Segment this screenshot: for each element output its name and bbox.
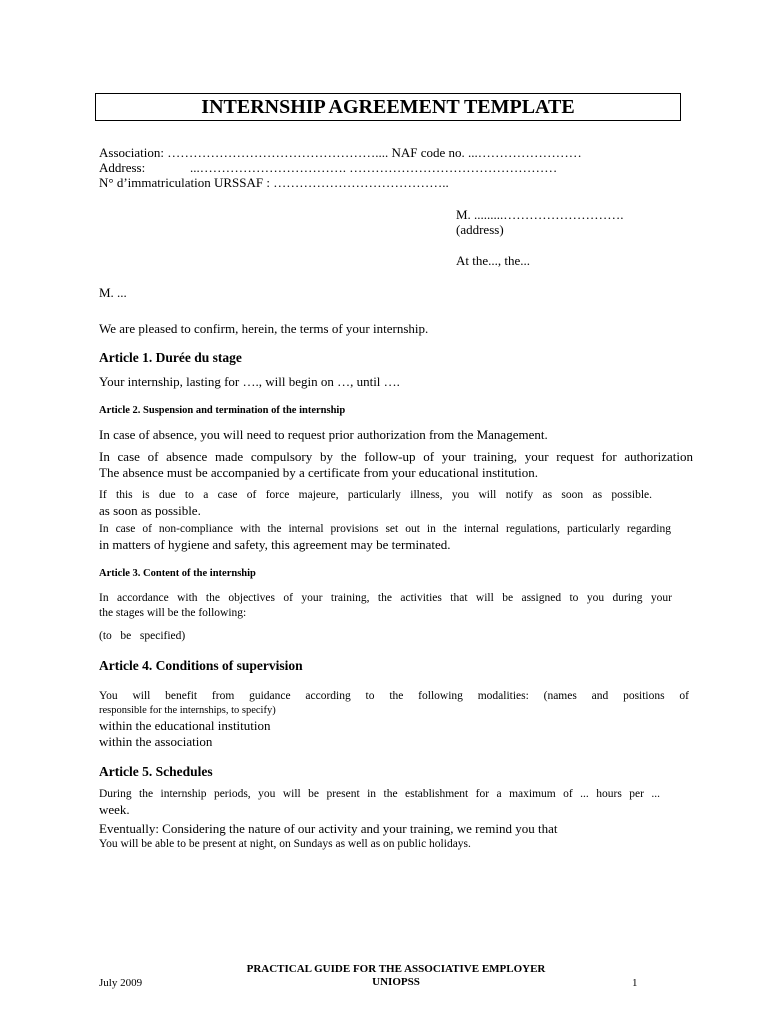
article3-p1b: the stages will be the following: [99, 607, 247, 619]
intro-text: We are pleased to confirm, herein, the terms of your internship. [99, 321, 429, 336]
article3-p2: (to be specified) [99, 630, 186, 642]
article2-p4b: in matters of hygiene and safety, this agreement may be terminated. [99, 537, 451, 552]
article4-p1a: You will benefit from guidance according to the following modalities: (names and positions of [99, 690, 689, 702]
article1-heading: Article 1. Durée du stage [99, 350, 242, 365]
document-title: INTERNSHIP AGREEMENT TEMPLATE [95, 93, 681, 121]
article2-p1: In case of absence, you will need to request prior authorization from the Management. [99, 427, 548, 442]
article2-p4a: In case of non-compliance with the internal provisions set out in the internal regulations, particularly regarding [99, 523, 671, 535]
article3-heading: Article 3. Content of the internship [99, 568, 256, 579]
footer-guide: PRACTICAL GUIDE FOR THE ASSOCIATIVE EMPLOYER [246, 963, 546, 975]
article1-text: Your internship, lasting for …., will begin on …, until …. [99, 374, 400, 389]
article2-p2a: In case of absence made compulsory by the follow-up of your training, your request for authorization [99, 449, 693, 464]
article5-p1a: During the internship periods, you will be present in the establishment for a maximum of ... hours per ... [99, 788, 660, 800]
article5-p1b: week. [99, 802, 130, 817]
article5-p2: Eventually: Considering the nature of our activity and your training, we remind you that [99, 821, 558, 836]
article5-p3: You will be able to be present at night, on Sundays as well as on public holidays. [99, 838, 471, 850]
address-label: Address: [99, 160, 146, 175]
recipient-address: (address) [456, 222, 504, 237]
footer-date: July 2009 [99, 977, 143, 989]
article4-p1b: responsible for the internships, to specify) [99, 705, 276, 716]
article2-p2b: The absence must be accompanied by a certificate from your educational institution. [99, 465, 538, 480]
article4-p3: within the association [99, 734, 213, 749]
recipient-name: M. .........………………………. [456, 207, 624, 222]
salutation: M. ... [99, 285, 127, 300]
urssaf-line: N° d’immatriculation URSSAF : ………………………………….. [99, 175, 449, 190]
article4-p2: within the educational institution [99, 718, 271, 733]
association-line: Association: ………………………………………….... NAF code no. ...…………………… [99, 145, 582, 160]
article3-p1a: In accordance with the objectives of your training, the activities that will be assigned to you during your [99, 592, 672, 604]
footer-org: UNIOPSS [372, 976, 420, 988]
article2-p3b: as soon as possible. [99, 503, 201, 518]
article4-heading: Article 4. Conditions of supervision [99, 658, 303, 673]
article2-p3a: If this is due to a case of force majeure, particularly illness, you will notify as soon as possible. [99, 489, 652, 501]
address-dots: ...……………………………. ………………………………………… [190, 160, 558, 175]
page-number: 1 [632, 977, 638, 989]
article5-heading: Article 5. Schedules [99, 764, 213, 779]
article2-heading: Article 2. Suspension and termination of the internship [99, 405, 346, 416]
place-date: At the..., the... [456, 253, 531, 268]
